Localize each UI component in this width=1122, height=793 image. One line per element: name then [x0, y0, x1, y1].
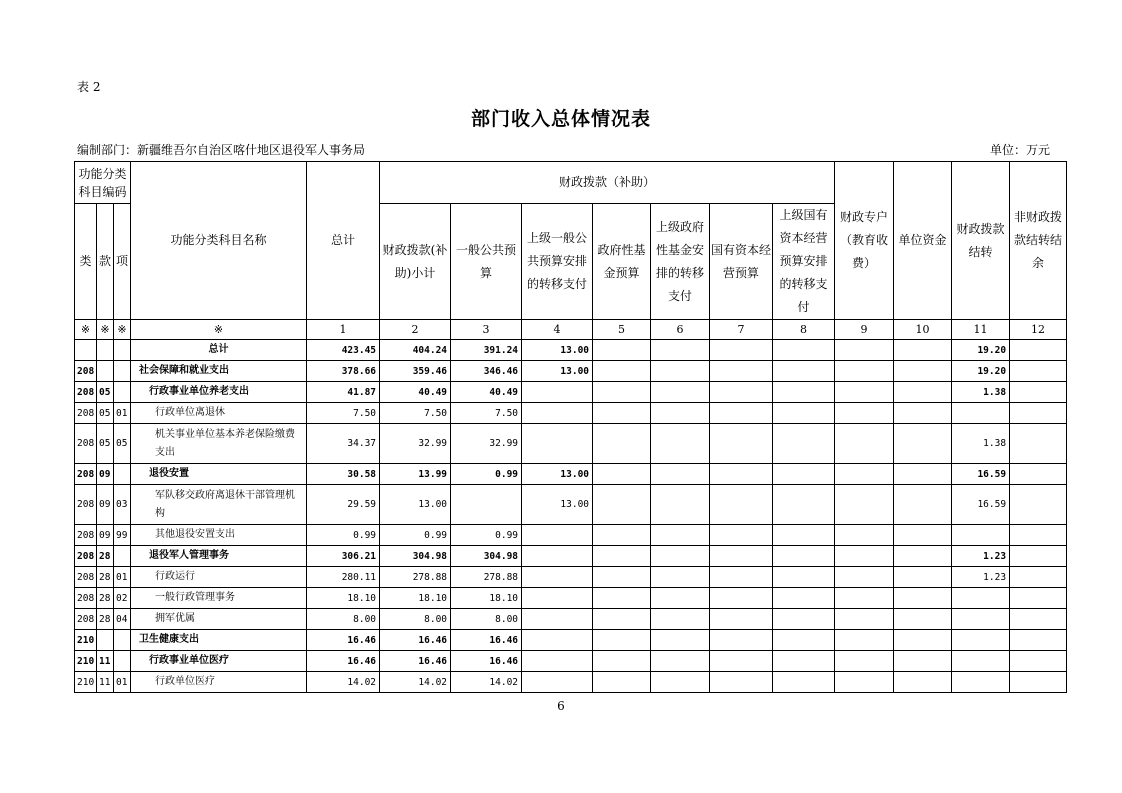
upper-transfer-cell	[522, 525, 593, 546]
special-account-cell	[835, 382, 894, 403]
general-budget-cell: 40.49	[451, 382, 522, 403]
carryover-cell	[952, 403, 1010, 424]
upper-transfer-cell: 13.00	[522, 340, 593, 361]
header-c9: 财政专户（教育收费）	[835, 162, 894, 320]
total-cell: 16.46	[307, 651, 380, 672]
code-lei-cell: 208	[75, 424, 97, 464]
gov-fund-cell	[593, 651, 651, 672]
code-xiang-cell: 04	[114, 609, 131, 630]
gov-fund-transfer-cell	[651, 567, 710, 588]
gov-fund-transfer-cell	[651, 525, 710, 546]
unit-funds-cell	[894, 630, 952, 651]
total-cell: 306.21	[307, 546, 380, 567]
unit-funds-cell	[894, 424, 952, 464]
gov-fund-cell	[593, 609, 651, 630]
state-capital-cell	[710, 651, 773, 672]
general-budget-cell: 18.10	[451, 588, 522, 609]
subtotal-cell: 304.98	[380, 546, 451, 567]
index-cell: 4	[522, 320, 593, 340]
item-name-cell: 社会保障和就业支出	[131, 361, 307, 382]
non-fiscal-carryover-cell	[1010, 382, 1067, 403]
index-cell: 10	[894, 320, 952, 340]
state-capital-cell	[710, 485, 773, 525]
item-name-cell: 行政单位医疗	[131, 672, 307, 693]
code-xiang-cell	[114, 651, 131, 672]
item-name-cell: 机关事业单位基本养老保险缴费支出	[131, 424, 307, 464]
item-name-cell: 退役军人管理事务	[131, 546, 307, 567]
item-name-cell: 退役安置	[131, 464, 307, 485]
state-capital-transfer-cell	[773, 651, 835, 672]
total-cell: 34.37	[307, 424, 380, 464]
header-caizheng-group: 财政拨款（补助）	[380, 162, 835, 204]
non-fiscal-carryover-cell	[1010, 340, 1067, 361]
total-cell: 16.46	[307, 630, 380, 651]
code-kuan-cell: 09	[97, 464, 114, 485]
index-cell: ※	[75, 320, 97, 340]
code-lei-cell: 208	[75, 382, 97, 403]
table-row	[75, 340, 1067, 361]
code-lei-cell: 208	[75, 403, 97, 424]
item-name-cell: 其他退役安置支出	[131, 525, 307, 546]
subtotal-cell: 40.49	[380, 382, 451, 403]
state-capital-transfer-cell	[773, 464, 835, 485]
state-capital-cell	[710, 382, 773, 403]
carryover-cell	[952, 588, 1010, 609]
special-account-cell	[835, 672, 894, 693]
table-row	[75, 382, 1067, 403]
index-row	[75, 320, 1067, 340]
index-cell: 2	[380, 320, 451, 340]
non-fiscal-carryover-cell	[1010, 630, 1067, 651]
general-budget-cell: 391.24	[451, 340, 522, 361]
code-xiang-cell: 05	[114, 424, 131, 464]
state-capital-cell	[710, 424, 773, 464]
unit-funds-cell	[894, 567, 952, 588]
index-cell: 9	[835, 320, 894, 340]
item-name-cell: 军队移交政府离退休干部管理机构	[131, 485, 307, 525]
gov-fund-transfer-cell	[651, 672, 710, 693]
item-name-cell: 拥军优属	[131, 609, 307, 630]
state-capital-cell	[710, 464, 773, 485]
carryover-cell: 16.59	[952, 464, 1010, 485]
header-c12: 非财政拨款结转结余	[1010, 162, 1067, 320]
carryover-cell	[952, 672, 1010, 693]
table-row	[75, 361, 1067, 382]
upper-transfer-cell: 13.00	[522, 464, 593, 485]
code-lei-cell: 208	[75, 546, 97, 567]
index-cell: 5	[593, 320, 651, 340]
carryover-cell	[952, 525, 1010, 546]
header-c7: 国有资本经营预算	[710, 204, 773, 320]
unit-funds-cell	[894, 340, 952, 361]
code-lei-cell: 208	[75, 485, 97, 525]
unit-funds-cell	[894, 651, 952, 672]
code-lei-cell: 208	[75, 361, 97, 382]
total-cell: 280.11	[307, 567, 380, 588]
code-xiang-cell	[114, 361, 131, 382]
upper-transfer-cell	[522, 567, 593, 588]
carryover-cell	[952, 630, 1010, 651]
gov-fund-transfer-cell	[651, 630, 710, 651]
non-fiscal-carryover-cell	[1010, 609, 1067, 630]
code-xiang-cell	[114, 340, 131, 361]
table-row	[75, 567, 1067, 588]
special-account-cell	[835, 485, 894, 525]
code-kuan-cell: 28	[97, 546, 114, 567]
non-fiscal-carryover-cell	[1010, 567, 1067, 588]
income-table	[74, 161, 1067, 693]
table-row	[75, 403, 1067, 424]
non-fiscal-carryover-cell	[1010, 485, 1067, 525]
general-budget-cell: 0.99	[451, 464, 522, 485]
page-number: 6	[557, 699, 565, 713]
code-xiang-cell	[114, 546, 131, 567]
special-account-cell	[835, 609, 894, 630]
non-fiscal-carryover-cell	[1010, 464, 1067, 485]
gov-fund-cell	[593, 464, 651, 485]
gov-fund-transfer-cell	[651, 546, 710, 567]
special-account-cell	[835, 546, 894, 567]
unit-funds-cell	[894, 546, 952, 567]
total-cell: 18.10	[307, 588, 380, 609]
code-kuan-cell: 09	[97, 485, 114, 525]
table-row	[75, 485, 1067, 525]
code-kuan-cell: 11	[97, 651, 114, 672]
page-title: 部门收入总体情况表	[470, 108, 651, 130]
general-budget-cell: 32.99	[451, 424, 522, 464]
upper-transfer-cell: 13.00	[522, 485, 593, 525]
special-account-cell	[835, 588, 894, 609]
header-c2: 财政拨款(补助)小计	[380, 204, 451, 320]
header-c3: 一般公共预算	[451, 204, 522, 320]
carryover-cell: 1.23	[952, 567, 1010, 588]
code-lei-cell: 208	[75, 464, 97, 485]
subtotal-cell: 7.50	[380, 403, 451, 424]
unit-funds-cell	[894, 672, 952, 693]
header-func-code: 功能分类科目编码	[75, 162, 131, 204]
subtotal-cell: 8.00	[380, 609, 451, 630]
special-account-cell	[835, 464, 894, 485]
index-cell: 1	[307, 320, 380, 340]
special-account-cell	[835, 361, 894, 382]
state-capital-cell	[710, 630, 773, 651]
code-lei-cell: 210	[75, 672, 97, 693]
subtotal-cell: 13.99	[380, 464, 451, 485]
subtotal-cell: 0.99	[380, 525, 451, 546]
state-capital-transfer-cell	[773, 424, 835, 464]
state-capital-transfer-cell	[773, 361, 835, 382]
code-lei-cell: 210	[75, 651, 97, 672]
carryover-cell: 1.38	[952, 382, 1010, 403]
gov-fund-cell	[593, 340, 651, 361]
code-xiang-cell: 01	[114, 567, 131, 588]
special-account-cell	[835, 651, 894, 672]
header-c10: 单位资金	[894, 162, 952, 320]
non-fiscal-carryover-cell	[1010, 525, 1067, 546]
subtotal-cell: 16.46	[380, 651, 451, 672]
carryover-cell	[952, 651, 1010, 672]
index-cell: 6	[651, 320, 710, 340]
index-cell: 8	[773, 320, 835, 340]
state-capital-cell	[710, 403, 773, 424]
code-kuan-cell	[97, 361, 114, 382]
code-lei-cell: 210	[75, 630, 97, 651]
upper-transfer-cell	[522, 651, 593, 672]
state-capital-cell	[710, 672, 773, 693]
total-cell: 30.58	[307, 464, 380, 485]
subtotal-cell: 359.46	[380, 361, 451, 382]
code-xiang-cell: 03	[114, 485, 131, 525]
special-account-cell	[835, 424, 894, 464]
state-capital-cell	[710, 588, 773, 609]
unit-funds-cell	[894, 464, 952, 485]
unit-funds-cell	[894, 361, 952, 382]
carryover-cell: 19.20	[952, 340, 1010, 361]
state-capital-transfer-cell	[773, 525, 835, 546]
code-kuan-cell: 28	[97, 588, 114, 609]
general-budget-cell: 14.02	[451, 672, 522, 693]
code-lei-cell: 208	[75, 609, 97, 630]
general-budget-cell: 8.00	[451, 609, 522, 630]
non-fiscal-carryover-cell	[1010, 361, 1067, 382]
carryover-cell	[952, 609, 1010, 630]
code-xiang-cell	[114, 382, 131, 403]
gov-fund-transfer-cell	[651, 340, 710, 361]
state-capital-transfer-cell	[773, 630, 835, 651]
code-xiang-cell	[114, 630, 131, 651]
header-func-name: 功能分类科目名称	[131, 162, 307, 320]
index-cell: 3	[451, 320, 522, 340]
unit-funds-cell	[894, 525, 952, 546]
code-kuan-cell: 05	[97, 424, 114, 464]
state-capital-transfer-cell	[773, 546, 835, 567]
gov-fund-cell	[593, 630, 651, 651]
table-row	[75, 588, 1067, 609]
non-fiscal-carryover-cell	[1010, 403, 1067, 424]
code-kuan-cell: 28	[97, 567, 114, 588]
table-row	[75, 651, 1067, 672]
item-name-cell: 一般行政管理事务	[131, 588, 307, 609]
index-cell: 12	[1010, 320, 1067, 340]
state-capital-transfer-cell	[773, 567, 835, 588]
state-capital-cell	[710, 340, 773, 361]
unit-funds-cell	[894, 609, 952, 630]
non-fiscal-carryover-cell	[1010, 424, 1067, 464]
code-kuan-cell	[97, 340, 114, 361]
department-label: 编制部门：新疆维吾尔自治区喀什地区退役军人事务局	[77, 143, 366, 157]
item-name-cell: 行政单位离退休	[131, 403, 307, 424]
unit-funds-cell	[894, 403, 952, 424]
gov-fund-cell	[593, 672, 651, 693]
code-kuan-cell: 09	[97, 525, 114, 546]
gov-fund-transfer-cell	[651, 609, 710, 630]
total-cell: 7.50	[307, 403, 380, 424]
total-cell: 14.02	[307, 672, 380, 693]
header-xiang: 项	[114, 204, 131, 320]
subtotal-cell: 14.02	[380, 672, 451, 693]
non-fiscal-carryover-cell	[1010, 672, 1067, 693]
state-capital-cell	[710, 361, 773, 382]
general-budget-cell: 7.50	[451, 403, 522, 424]
gov-fund-cell	[593, 382, 651, 403]
gov-fund-transfer-cell	[651, 403, 710, 424]
header-c8: 上级国有资本经营预算安排的转移支付	[773, 204, 835, 320]
header-kuan: 款	[97, 204, 114, 320]
subtotal-cell: 13.00	[380, 485, 451, 525]
special-account-cell	[835, 340, 894, 361]
table-row	[75, 525, 1067, 546]
gov-fund-transfer-cell	[651, 424, 710, 464]
upper-transfer-cell: 13.00	[522, 361, 593, 382]
gov-fund-cell	[593, 567, 651, 588]
index-cell: 7	[710, 320, 773, 340]
table-row	[75, 672, 1067, 693]
upper-transfer-cell	[522, 672, 593, 693]
index-cell: 11	[952, 320, 1010, 340]
code-xiang-cell: 01	[114, 403, 131, 424]
non-fiscal-carryover-cell	[1010, 588, 1067, 609]
index-cell: ※	[97, 320, 114, 340]
table-row	[75, 424, 1067, 464]
header-c5: 政府性基金预算	[593, 204, 651, 320]
total-cell: 0.99	[307, 525, 380, 546]
gov-fund-transfer-cell	[651, 485, 710, 525]
total-cell: 29.59	[307, 485, 380, 525]
state-capital-transfer-cell	[773, 382, 835, 403]
total-cell: 41.87	[307, 382, 380, 403]
upper-transfer-cell	[522, 424, 593, 464]
header-lei: 类	[75, 204, 97, 320]
gov-fund-cell	[593, 361, 651, 382]
code-lei-cell: 208	[75, 567, 97, 588]
code-lei-cell: 208	[75, 525, 97, 546]
total-cell: 378.66	[307, 361, 380, 382]
header-c6: 上级政府性基金安排的转移支付	[651, 204, 710, 320]
general-budget-cell	[451, 485, 522, 525]
gov-fund-cell	[593, 403, 651, 424]
subtotal-cell: 278.88	[380, 567, 451, 588]
general-budget-cell: 16.46	[451, 651, 522, 672]
code-kuan-cell: 05	[97, 382, 114, 403]
state-capital-cell	[710, 567, 773, 588]
state-capital-transfer-cell	[773, 403, 835, 424]
special-account-cell	[835, 525, 894, 546]
carryover-cell: 19.20	[952, 361, 1010, 382]
state-capital-transfer-cell	[773, 340, 835, 361]
gov-fund-cell	[593, 546, 651, 567]
code-lei-cell	[75, 340, 97, 361]
gov-fund-cell	[593, 588, 651, 609]
header-total: 总计	[307, 162, 380, 320]
gov-fund-transfer-cell	[651, 588, 710, 609]
state-capital-cell	[710, 546, 773, 567]
total-cell: 423.45	[307, 340, 380, 361]
code-kuan-cell: 28	[97, 609, 114, 630]
state-capital-transfer-cell	[773, 672, 835, 693]
general-budget-cell: 16.46	[451, 630, 522, 651]
code-lei-cell: 208	[75, 588, 97, 609]
code-xiang-cell	[114, 464, 131, 485]
gov-fund-cell	[593, 525, 651, 546]
unit-label: 单位：万元	[989, 143, 1050, 157]
state-capital-transfer-cell	[773, 609, 835, 630]
gov-fund-transfer-cell	[651, 651, 710, 672]
general-budget-cell: 0.99	[451, 525, 522, 546]
upper-transfer-cell	[522, 609, 593, 630]
code-kuan-cell	[97, 630, 114, 651]
general-budget-cell: 278.88	[451, 567, 522, 588]
upper-transfer-cell	[522, 630, 593, 651]
index-cell: ※	[114, 320, 131, 340]
code-kuan-cell: 05	[97, 403, 114, 424]
header-c11: 财政拨款结转	[952, 162, 1010, 320]
special-account-cell	[835, 630, 894, 651]
item-name-cell: 行政事业单位养老支出	[131, 382, 307, 403]
general-budget-cell: 304.98	[451, 546, 522, 567]
table-row	[75, 630, 1067, 651]
gov-fund-cell	[593, 485, 651, 525]
gov-fund-transfer-cell	[651, 361, 710, 382]
item-name-cell: 行政运行	[131, 567, 307, 588]
header-c4: 上级一般公共预算安排的转移支付	[522, 204, 593, 320]
subtotal-cell: 404.24	[380, 340, 451, 361]
unit-funds-cell	[894, 485, 952, 525]
upper-transfer-cell	[522, 382, 593, 403]
code-xiang-cell: 01	[114, 672, 131, 693]
special-account-cell	[835, 567, 894, 588]
subtotal-cell: 18.10	[380, 588, 451, 609]
state-capital-cell	[710, 525, 773, 546]
unit-funds-cell	[894, 588, 952, 609]
table-row	[75, 546, 1067, 567]
index-cell: ※	[131, 320, 307, 340]
carryover-cell: 1.23	[952, 546, 1010, 567]
code-xiang-cell: 02	[114, 588, 131, 609]
non-fiscal-carryover-cell	[1010, 546, 1067, 567]
upper-transfer-cell	[522, 588, 593, 609]
upper-transfer-cell	[522, 546, 593, 567]
total-cell: 8.00	[307, 609, 380, 630]
code-kuan-cell: 11	[97, 672, 114, 693]
table-number-label: 表 2	[77, 80, 101, 94]
state-capital-transfer-cell	[773, 588, 835, 609]
table-row	[75, 609, 1067, 630]
table-row	[75, 464, 1067, 485]
special-account-cell	[835, 403, 894, 424]
gov-fund-transfer-cell	[651, 382, 710, 403]
carryover-cell: 1.38	[952, 424, 1010, 464]
state-capital-transfer-cell	[773, 485, 835, 525]
state-capital-cell	[710, 609, 773, 630]
subtotal-cell: 16.46	[380, 630, 451, 651]
subtotal-cell: 32.99	[380, 424, 451, 464]
non-fiscal-carryover-cell	[1010, 651, 1067, 672]
unit-funds-cell	[894, 382, 952, 403]
gov-fund-cell	[593, 424, 651, 464]
carryover-cell: 16.59	[952, 485, 1010, 525]
general-budget-cell: 346.46	[451, 361, 522, 382]
code-xiang-cell: 99	[114, 525, 131, 546]
item-name-cell: 卫生健康支出	[131, 630, 307, 651]
item-name-cell: 总计	[131, 340, 307, 361]
gov-fund-transfer-cell	[651, 464, 710, 485]
upper-transfer-cell	[522, 403, 593, 424]
item-name-cell: 行政事业单位医疗	[131, 651, 307, 672]
